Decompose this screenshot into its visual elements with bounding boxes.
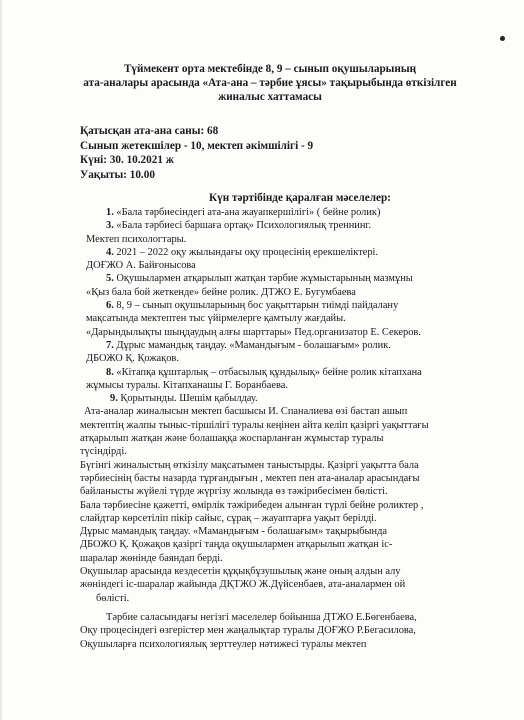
meeting-date: Күні: 30. 10.2021 ж [80, 154, 174, 166]
title-line-3: жиналыс хаттамасы [218, 91, 322, 103]
paragraph-line: жөніндегі іс-шаралар жайында ДҚТЖО Ж.Дүйсенбаев, ата-аналармен ой [80, 579, 406, 591]
agenda-text: «Кітапқа құштарлық – отбасылық құндылық» бейне ролик кітапхана [116, 366, 422, 378]
agenda-item [80, 339, 510, 366]
staff-count: Сынып жетекшілер - 10, мектеп әкімшілігі - 9 [80, 139, 314, 152]
paragraph-line: бөлісті. [96, 592, 130, 604]
paragraph-line: Бала тәрбиесіне қажетті, өмірлік тәжірибеден алынған түрлі бейне роликтер , [80, 499, 424, 511]
paragraph-line: ДБОЖО Қ. Қожақов қазіргі таңда оқушылармен атқарылып жатқан іс- [80, 539, 393, 551]
meeting-meta [80, 124, 500, 182]
agenda-text: Мектеп психологтары. [86, 233, 187, 245]
paragraph-line: слайдтар көрсетіліп пікір сайыс, сұрақ – жауаптарға уақыт берілді. [80, 512, 377, 524]
agenda-text: ДБОЖО Қ. Қожақов. [86, 353, 179, 365]
agenda-item [80, 246, 510, 273]
agenda-item [80, 272, 510, 299]
agenda-text: мақсатында мектептен тыс үйірмелерге қамтылу жағдайы. [86, 313, 346, 325]
paragraph-line: Оқу процесіндегі өзгерістер мен жаңалықтар туралы ДОҒЖО Р.Бегасилова, [80, 625, 416, 637]
agenda-number: 9. [110, 393, 118, 405]
agenda-text: «Бала тәрбиесіндегі ата-ана жауапкершілігі» ( бейне ролик) [116, 207, 381, 218]
participants-count: Қатысқан ата-ана саны: 68 [80, 125, 219, 137]
agenda-text: жұмысы туралы. Кітапханашы Г. Боранбаева. [86, 379, 288, 391]
agenda-text: Оқушылармен атқарылып жатқан тәрбие жұмыстарының мазмұны [116, 273, 413, 285]
paragraph-line: Бүгінгі жиналыстың өткізілу мақсатымен таныстырды. Қазіргі уақытта бала [80, 459, 419, 471]
agenda-number: 6. [106, 300, 114, 312]
agenda-number: 7. [106, 339, 114, 351]
agenda-item [80, 206, 510, 219]
agenda-text: «Бала тәрбиесі баршаға ортақ» Психологиялық треннинг. [116, 220, 372, 232]
paragraph-line: атқарылып жатқан және болашаққа жоспарланған жұмыстар туралы [80, 433, 384, 445]
paragraph-line: Оқушыларға психологиялық зерттеулер нәтижесі туралы мектеп [80, 638, 367, 650]
document-title [60, 62, 480, 104]
agenda-item [80, 299, 510, 339]
agenda-item [80, 366, 510, 393]
paragraph-line: Ата-аналар жиналысын мектеп басшысы И. Спаналиева өзі бастап ашып [84, 406, 408, 418]
agenda-text: 8, 9 – сынып оқушыларының бос уақыттарын тиімді пайдалану [116, 300, 399, 312]
agenda-text: 2021 – 2022 оқу жылындағы оқу процесінің ерекшеліктері. [116, 246, 379, 258]
scan-speck [500, 36, 505, 41]
agenda-item [80, 219, 510, 246]
paragraph-line: Оқушылар арасында кездесетін құқықбұзушылық және оның алдын алу [80, 566, 401, 578]
meeting-time: Уақыты: 10.00 [80, 168, 155, 181]
agenda-item [80, 392, 510, 405]
paragraph-line: байланысты жүйелі түрде жүргізу жолында өз тәжірибесімен бөлісті. [80, 486, 388, 498]
paragraph-line: мектептің жалпы тыныс-тіршілігі туралы кеңінен айта келіп қазіргі уақыттағы [80, 419, 429, 431]
paragraph-line: Дұрыс мамандық таңдау. «Мамандығым - болашағым» тақырыбында [80, 526, 387, 538]
agenda-number: 8. [106, 366, 114, 378]
agenda-text: ДОҒЖО А. Байғонысова [86, 260, 196, 272]
paragraph-line: тәрбиесінің басты назарда тұрғандығын , мектеп пен ата-аналар арасындағы [80, 472, 420, 484]
scan-edge [0, 0, 2, 720]
minutes-text [80, 405, 510, 650]
title-line-2: ата-аналары арасында «Ата-ана – тәрбие ұясы» тақырыбында өткізілген [83, 77, 457, 89]
paragraph-line: Тәрбие саласындағы негізгі мәселелер бойынша ДТЖО Е.Бөгенбаева, [106, 611, 417, 623]
paragraph-line: түсіндірді. [80, 446, 127, 458]
paragraph-line: шаралар жөнінде баяндап берді. [80, 552, 223, 564]
agenda-text: «Дарындылықты шыңдаудың алғы шарттары» Пед.организатор Е. Секеров. [86, 326, 421, 338]
title-line-1: Түймекент орта мектебінде 8, 9 – сынып оқушыларының [123, 63, 417, 75]
agenda-number: 3. [106, 220, 114, 232]
agenda-text: «Қыз бала бой жеткенде» бейне ролик. ДТЖО Е. Бугумбаева [86, 286, 356, 298]
agenda-text: Дұрыс мамандық таңдау. «Мамандығым - болашағым» ролик. [116, 339, 391, 351]
agenda-text: Қорытынды. Шешім қабылдау. [120, 393, 258, 405]
agenda-number: 1. [106, 207, 114, 218]
agenda-number: 5. [106, 273, 114, 285]
agenda-heading: Күн тәртібінде қаралған мәселелер: [209, 192, 391, 204]
agenda-list [80, 206, 510, 405]
document-body [80, 206, 510, 651]
agenda-number: 4. [106, 246, 114, 258]
